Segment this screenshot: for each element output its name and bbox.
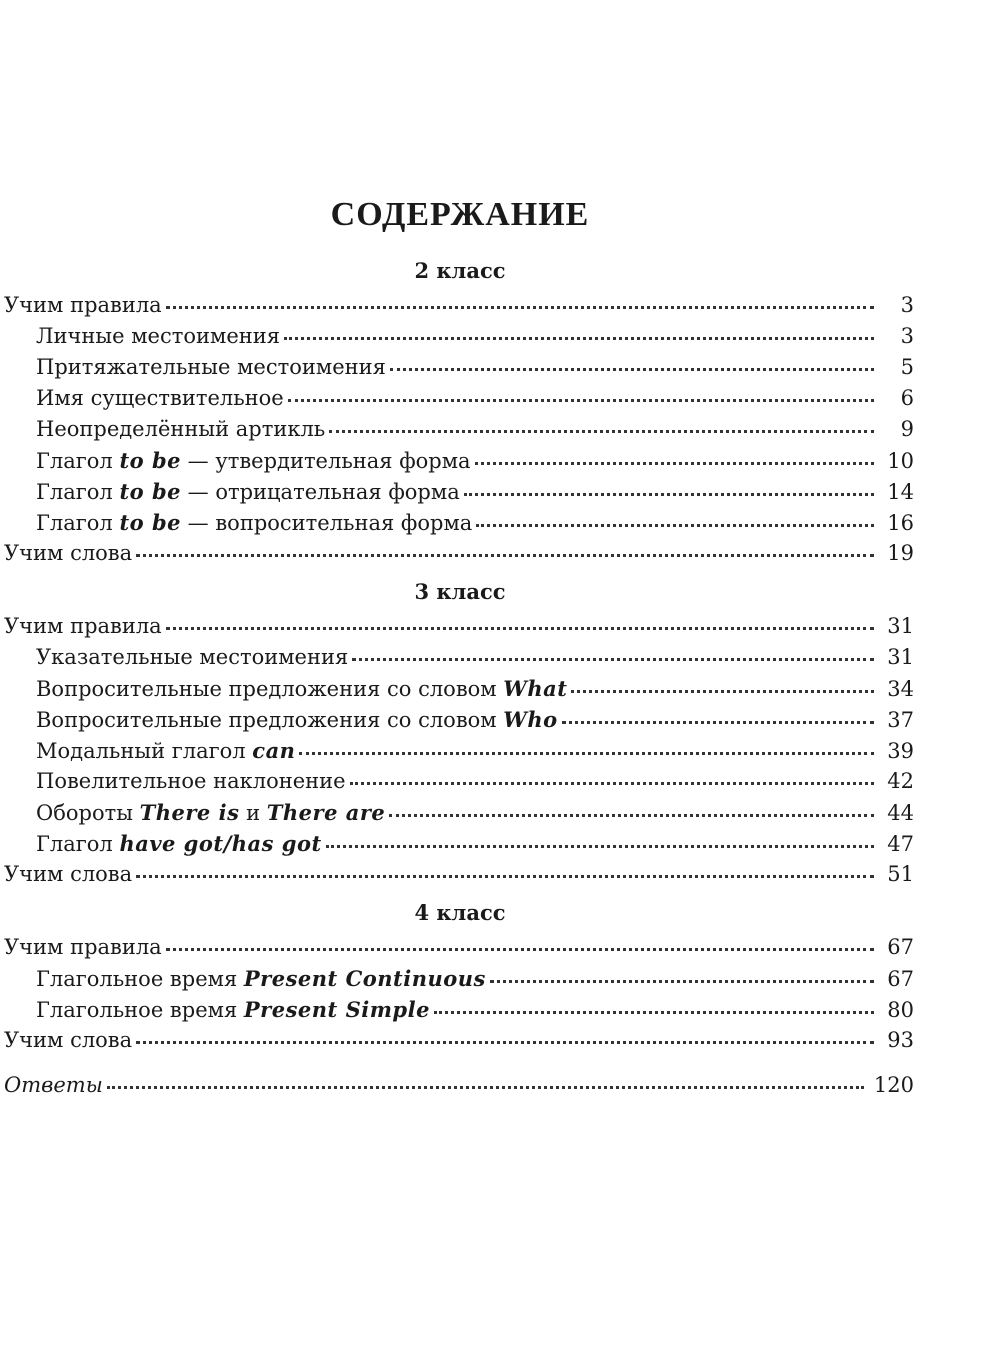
entry-title-text: — утвердительная форма bbox=[181, 449, 471, 473]
entry-title-text: Учим правила bbox=[4, 614, 162, 638]
entry-title bbox=[4, 611, 162, 642]
entry-title-text: Глагол bbox=[36, 511, 120, 535]
toc-entry[interactable] bbox=[0, 673, 914, 704]
page-number: 6 bbox=[900, 386, 914, 410]
entry-title-term: What bbox=[503, 676, 568, 701]
entry-title-text: Учим слова bbox=[4, 541, 133, 565]
page-number: 14 bbox=[887, 480, 914, 504]
toc-entry[interactable] bbox=[0, 704, 914, 735]
page-number: 80 bbox=[887, 998, 914, 1022]
section-heading: 2 класс bbox=[414, 258, 506, 283]
toc-entry[interactable] bbox=[0, 476, 914, 507]
dot-leader bbox=[490, 979, 874, 983]
entry-title bbox=[36, 797, 385, 829]
entry-title bbox=[36, 414, 325, 445]
entry-title bbox=[36, 445, 471, 477]
entry-title-text: Притяжательные местоимения bbox=[36, 355, 386, 379]
dot-leader bbox=[434, 1010, 874, 1014]
toc-answers-entry[interactable] bbox=[0, 1070, 914, 1101]
page-title: СОДЕРЖАНИЕ bbox=[330, 196, 590, 233]
page-number: 34 bbox=[887, 677, 914, 701]
page-number: 39 bbox=[887, 739, 914, 763]
dot-leader bbox=[390, 367, 874, 371]
dot-leader bbox=[299, 751, 874, 755]
page-number: 44 bbox=[887, 801, 914, 825]
entry-title-term: There are bbox=[266, 800, 386, 825]
entry-title-term: to be bbox=[119, 448, 181, 473]
entry-title bbox=[36, 766, 346, 797]
entry-title-term: Who bbox=[503, 707, 558, 732]
entry-title bbox=[4, 1025, 132, 1056]
entry-title-text: Глагольное время bbox=[36, 967, 244, 991]
entry-title-term: can bbox=[252, 738, 296, 763]
dot-leader bbox=[288, 398, 874, 402]
dot-leader bbox=[389, 813, 874, 817]
page-number: 42 bbox=[887, 769, 914, 793]
page-number: 9 bbox=[900, 417, 914, 441]
page-number: 51 bbox=[887, 862, 914, 886]
entry-title bbox=[4, 932, 162, 963]
toc-entry[interactable] bbox=[0, 507, 914, 538]
dot-leader bbox=[326, 844, 874, 848]
entry-title-text: Имя существительное bbox=[36, 386, 284, 410]
entry-title: Ответы bbox=[4, 1073, 103, 1097]
entry-title-term: There is bbox=[139, 800, 240, 825]
toc-entry[interactable] bbox=[0, 642, 914, 673]
section-heading: 4 класс bbox=[414, 900, 506, 925]
dot-leader bbox=[329, 429, 874, 433]
page-number: 31 bbox=[887, 614, 914, 638]
page-number: 16 bbox=[887, 511, 914, 535]
entry-title-text: Указательные местоимения bbox=[36, 645, 349, 669]
entry-title bbox=[36, 383, 284, 414]
entry-title-text: Учим слова bbox=[4, 862, 133, 886]
page-number: 3 bbox=[900, 324, 914, 348]
page-number: 37 bbox=[887, 708, 914, 732]
dot-leader bbox=[166, 626, 874, 630]
toc-entry[interactable] bbox=[0, 766, 914, 797]
entry-title-text: Неопределённый артикль bbox=[36, 417, 326, 441]
entry-title bbox=[36, 642, 348, 673]
page-number: 19 bbox=[887, 541, 914, 565]
entry-title-text: Вопросительные предложения со словом bbox=[36, 708, 504, 732]
entry-title-text: Повелительное наклонение bbox=[36, 769, 346, 793]
entry-title bbox=[4, 290, 162, 321]
toc-chapter-entry[interactable] bbox=[0, 611, 914, 642]
page-number: 47 bbox=[887, 832, 914, 856]
dot-leader bbox=[166, 305, 874, 309]
entry-title-text: Глагольное время bbox=[36, 998, 244, 1022]
dot-leader bbox=[571, 689, 874, 693]
toc-chapter-entry[interactable] bbox=[0, 859, 914, 890]
entry-title bbox=[4, 538, 132, 569]
entry-title-text: Глагол bbox=[36, 449, 120, 473]
toc-entry[interactable] bbox=[0, 383, 914, 414]
toc-chapter-entry[interactable] bbox=[0, 932, 914, 963]
toc-entry[interactable] bbox=[0, 797, 914, 828]
dot-leader bbox=[350, 781, 874, 785]
entry-title bbox=[36, 735, 295, 767]
dot-leader bbox=[475, 461, 874, 465]
toc-entry[interactable] bbox=[0, 735, 914, 766]
entry-title-term: have got/has got bbox=[119, 831, 322, 856]
entry-title bbox=[36, 704, 558, 736]
entry-title-text: Модальный глагол bbox=[36, 739, 253, 763]
page-number: 3 bbox=[900, 293, 914, 317]
entry-title bbox=[36, 963, 486, 995]
dot-leader bbox=[136, 874, 874, 878]
toc-entry[interactable] bbox=[0, 321, 914, 352]
entry-title bbox=[36, 476, 460, 508]
table-of-contents bbox=[0, 252, 914, 1101]
entry-title-text: Личные местоимения bbox=[36, 324, 281, 348]
toc-entry[interactable] bbox=[0, 352, 914, 383]
toc-chapter-entry[interactable] bbox=[0, 290, 914, 321]
section-heading: 3 класс bbox=[414, 579, 506, 604]
toc-entry[interactable] bbox=[0, 963, 914, 994]
entry-title bbox=[36, 994, 430, 1026]
entry-title-text: и bbox=[239, 801, 267, 825]
page-number: 67 bbox=[887, 967, 914, 991]
entry-title-text: Глагол bbox=[36, 832, 120, 856]
dot-leader bbox=[476, 523, 874, 527]
page-number: 5 bbox=[900, 355, 914, 379]
entry-title-text: Учим слова bbox=[4, 1028, 133, 1052]
entry-title bbox=[36, 352, 386, 383]
entry-title-text: Обороты bbox=[36, 801, 140, 825]
entry-title-text: — вопросительная форма bbox=[181, 511, 473, 535]
entry-title-term: to be bbox=[119, 479, 181, 504]
page-number: 10 bbox=[887, 449, 914, 473]
entry-title-text: Вопросительные предложения со словом bbox=[36, 677, 504, 701]
entry-title-term: Present Continuous bbox=[243, 966, 486, 991]
entry-title-text: Учим правила bbox=[4, 293, 162, 317]
dot-leader bbox=[136, 553, 874, 557]
page-number: 120 bbox=[873, 1073, 914, 1097]
dot-leader bbox=[166, 947, 874, 951]
page-number: 67 bbox=[887, 935, 914, 959]
entry-title bbox=[36, 507, 472, 539]
entry-title bbox=[36, 828, 322, 860]
toc-entry[interactable] bbox=[0, 414, 914, 445]
toc-chapter-entry[interactable] bbox=[0, 1025, 914, 1056]
dot-leader bbox=[562, 720, 874, 724]
toc-chapter-entry[interactable] bbox=[0, 538, 914, 569]
entry-title-term: Present Simple bbox=[243, 997, 430, 1022]
entry-title bbox=[36, 321, 280, 352]
toc-entry[interactable] bbox=[0, 445, 914, 476]
page-number: 93 bbox=[887, 1028, 914, 1052]
page-number: 31 bbox=[887, 645, 914, 669]
dot-leader bbox=[136, 1040, 874, 1044]
entry-title bbox=[36, 673, 567, 705]
dot-leader bbox=[464, 492, 874, 496]
entry-title-text: Глагол bbox=[36, 480, 120, 504]
toc-entry[interactable] bbox=[0, 828, 914, 859]
entry-title-text: — отрицательная форма bbox=[181, 480, 460, 504]
dot-leader bbox=[284, 336, 874, 340]
entry-title-text: Учим правила bbox=[4, 935, 162, 959]
dot-leader bbox=[352, 657, 874, 661]
dot-leader bbox=[107, 1085, 864, 1089]
toc-entry[interactable] bbox=[0, 994, 914, 1025]
entry-title bbox=[4, 859, 132, 890]
entry-title-term: to be bbox=[119, 510, 181, 535]
